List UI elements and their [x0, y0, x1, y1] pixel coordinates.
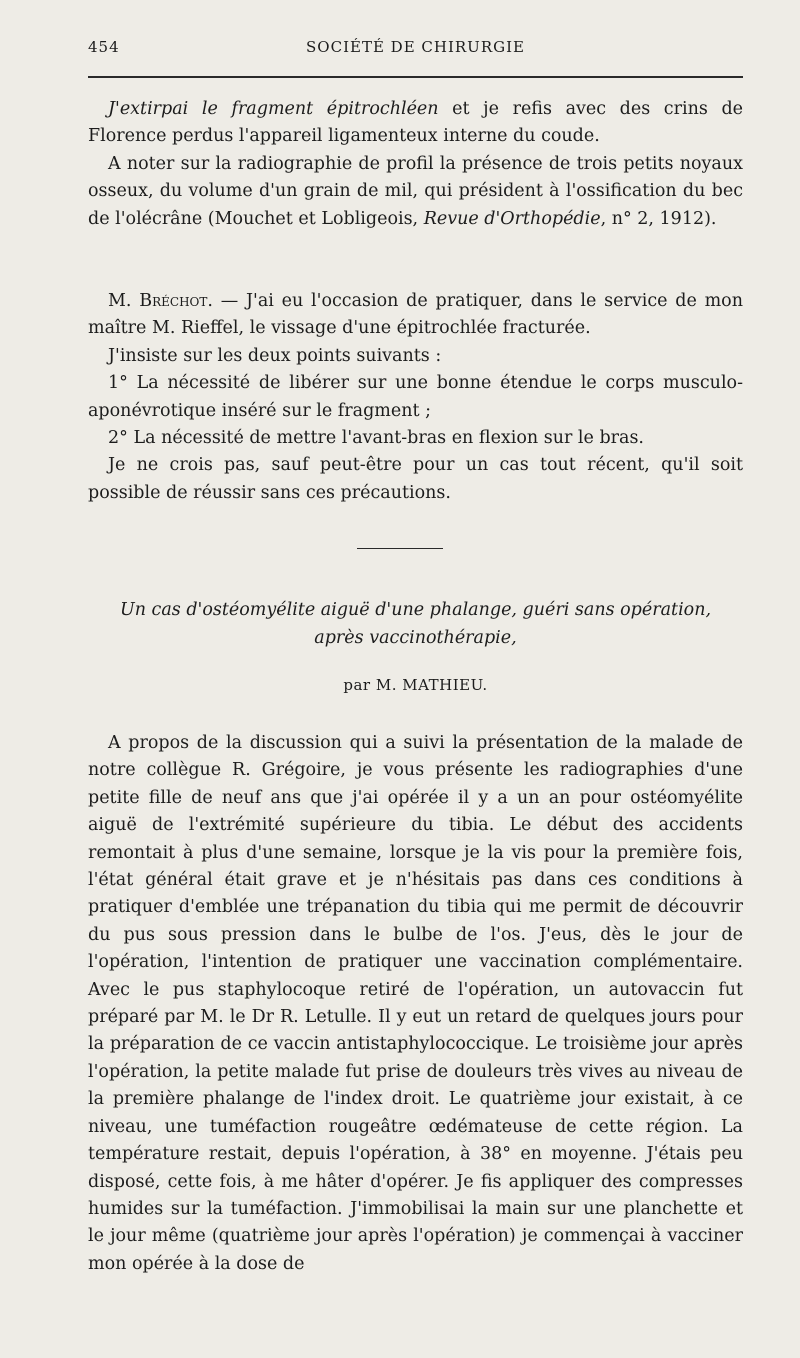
article-byline: par M. MATHIEU. — [343, 676, 488, 694]
running-header — [88, 34, 743, 62]
paragraph-excision — [88, 96, 743, 151]
paragraph-conclusion: Je ne crois pas, sauf peut-être pour un cas tout récent, qu'il soit possible de réussir sans ces précautions. — [88, 455, 743, 503]
article-title — [88, 596, 743, 652]
article-title-line-2: après vaccinothérapie, — [314, 628, 517, 648]
section-divider — [357, 548, 443, 549]
paragraph-radiography — [88, 151, 743, 233]
paragraph-point-2: 2° La nécessité de mettre l'avant-bras en flexion sur le bras. — [108, 428, 644, 449]
paragraph-point-1: 1° La nécessité de libérer sur une bonne étendue le corps musculo-aponévrotique inséré sur le fragment ; — [88, 373, 743, 421]
paragraph-case-report: A propos de la discussion qui a suivi la présentation de la malade de notre collègue R. Grégoire, je vous présente les radiographies d'une petite fille de neuf ans que j'ai opérée il y a un an pour ostéomyélite aiguë de l'extrémité supérieure du tibia. Le début des accidents remontait à plus d'une semaine, lorsque je la vis pour la première fois, l'état général était grave et je n'hésitais pas dans ces conditions à pratiquer d'emblée une trépanation du tibia qui me permit de découvrir du pus sous pression dans le bulbe de l'os. J'eus, dès le jour de l'opération, l'intention de pratiquer une vaccination complémentaire. Avec le pus staphylocoque retiré de l'opération, un autovaccin fut préparé par M. le Dr R. Letulle. Il y eut un retard de quelques jours pour la préparation de ce vaccin antistaphylococcique. Le troisième jour après l'opération, la petite malade fut prise de douleurs très vives au niveau de la première phalange de l'index droit. Le quatrième jour existait, à ce niveau, une tuméfaction rougeâtre œdémateuse de cette région. La température restait, depuis l'opération, à 38° en moyenne. J'étais peu disposé, cette fois, à me hâter d'opérer. Je fis appliquer des compresses humides sur la tuméfaction. J'immobilisai la main sur une planchette et le jour même (quatrième jour après l'opération) je commençai à vacciner mon opérée à la dose de — [88, 733, 743, 1274]
article-title-line-1: Un cas d'ostéomyélite aiguë d'une phalange, guéri sans opération, — [119, 600, 712, 620]
journal-reference: Revue d'Orthopédie — [423, 208, 601, 229]
continued-text-block — [88, 96, 743, 233]
paragraph-brechot — [88, 288, 743, 343]
page-number: 454 — [88, 38, 120, 56]
speaker-name: M. Bréchot. — [108, 291, 213, 311]
paragraph-radiography-text-a: A noter sur la radiographie de profil la présence de trois petits noyaux osseux, du volume d'un grain de mil, qui président à l'ossification du bec de l'olécrâne (Mouchet et Lobligeois, — [88, 153, 743, 229]
article-body — [88, 730, 743, 1278]
discussion-block — [88, 288, 743, 507]
paragraph-excision-text: et je refis avec des crins de Florence perdus l'appareil ligamenteux interne du coude. — [88, 99, 743, 147]
paragraph-radiography-text-b: , n° 2, 1912). — [600, 208, 717, 229]
running-title: SOCIÉTÉ DE CHIRURGIE — [306, 38, 525, 56]
italic-lead: J'extirpai le fragment épitrochléen — [108, 99, 439, 119]
paragraph-points-intro: J'insiste sur les deux points suivants : — [108, 345, 442, 366]
header-rule — [88, 76, 743, 78]
paragraph-brechot-text: — J'ai eu l'occasion de pratiquer, dans le service de mon maître M. Rieffel, le vissage d'une épitrochlée fracturée. — [88, 291, 743, 339]
